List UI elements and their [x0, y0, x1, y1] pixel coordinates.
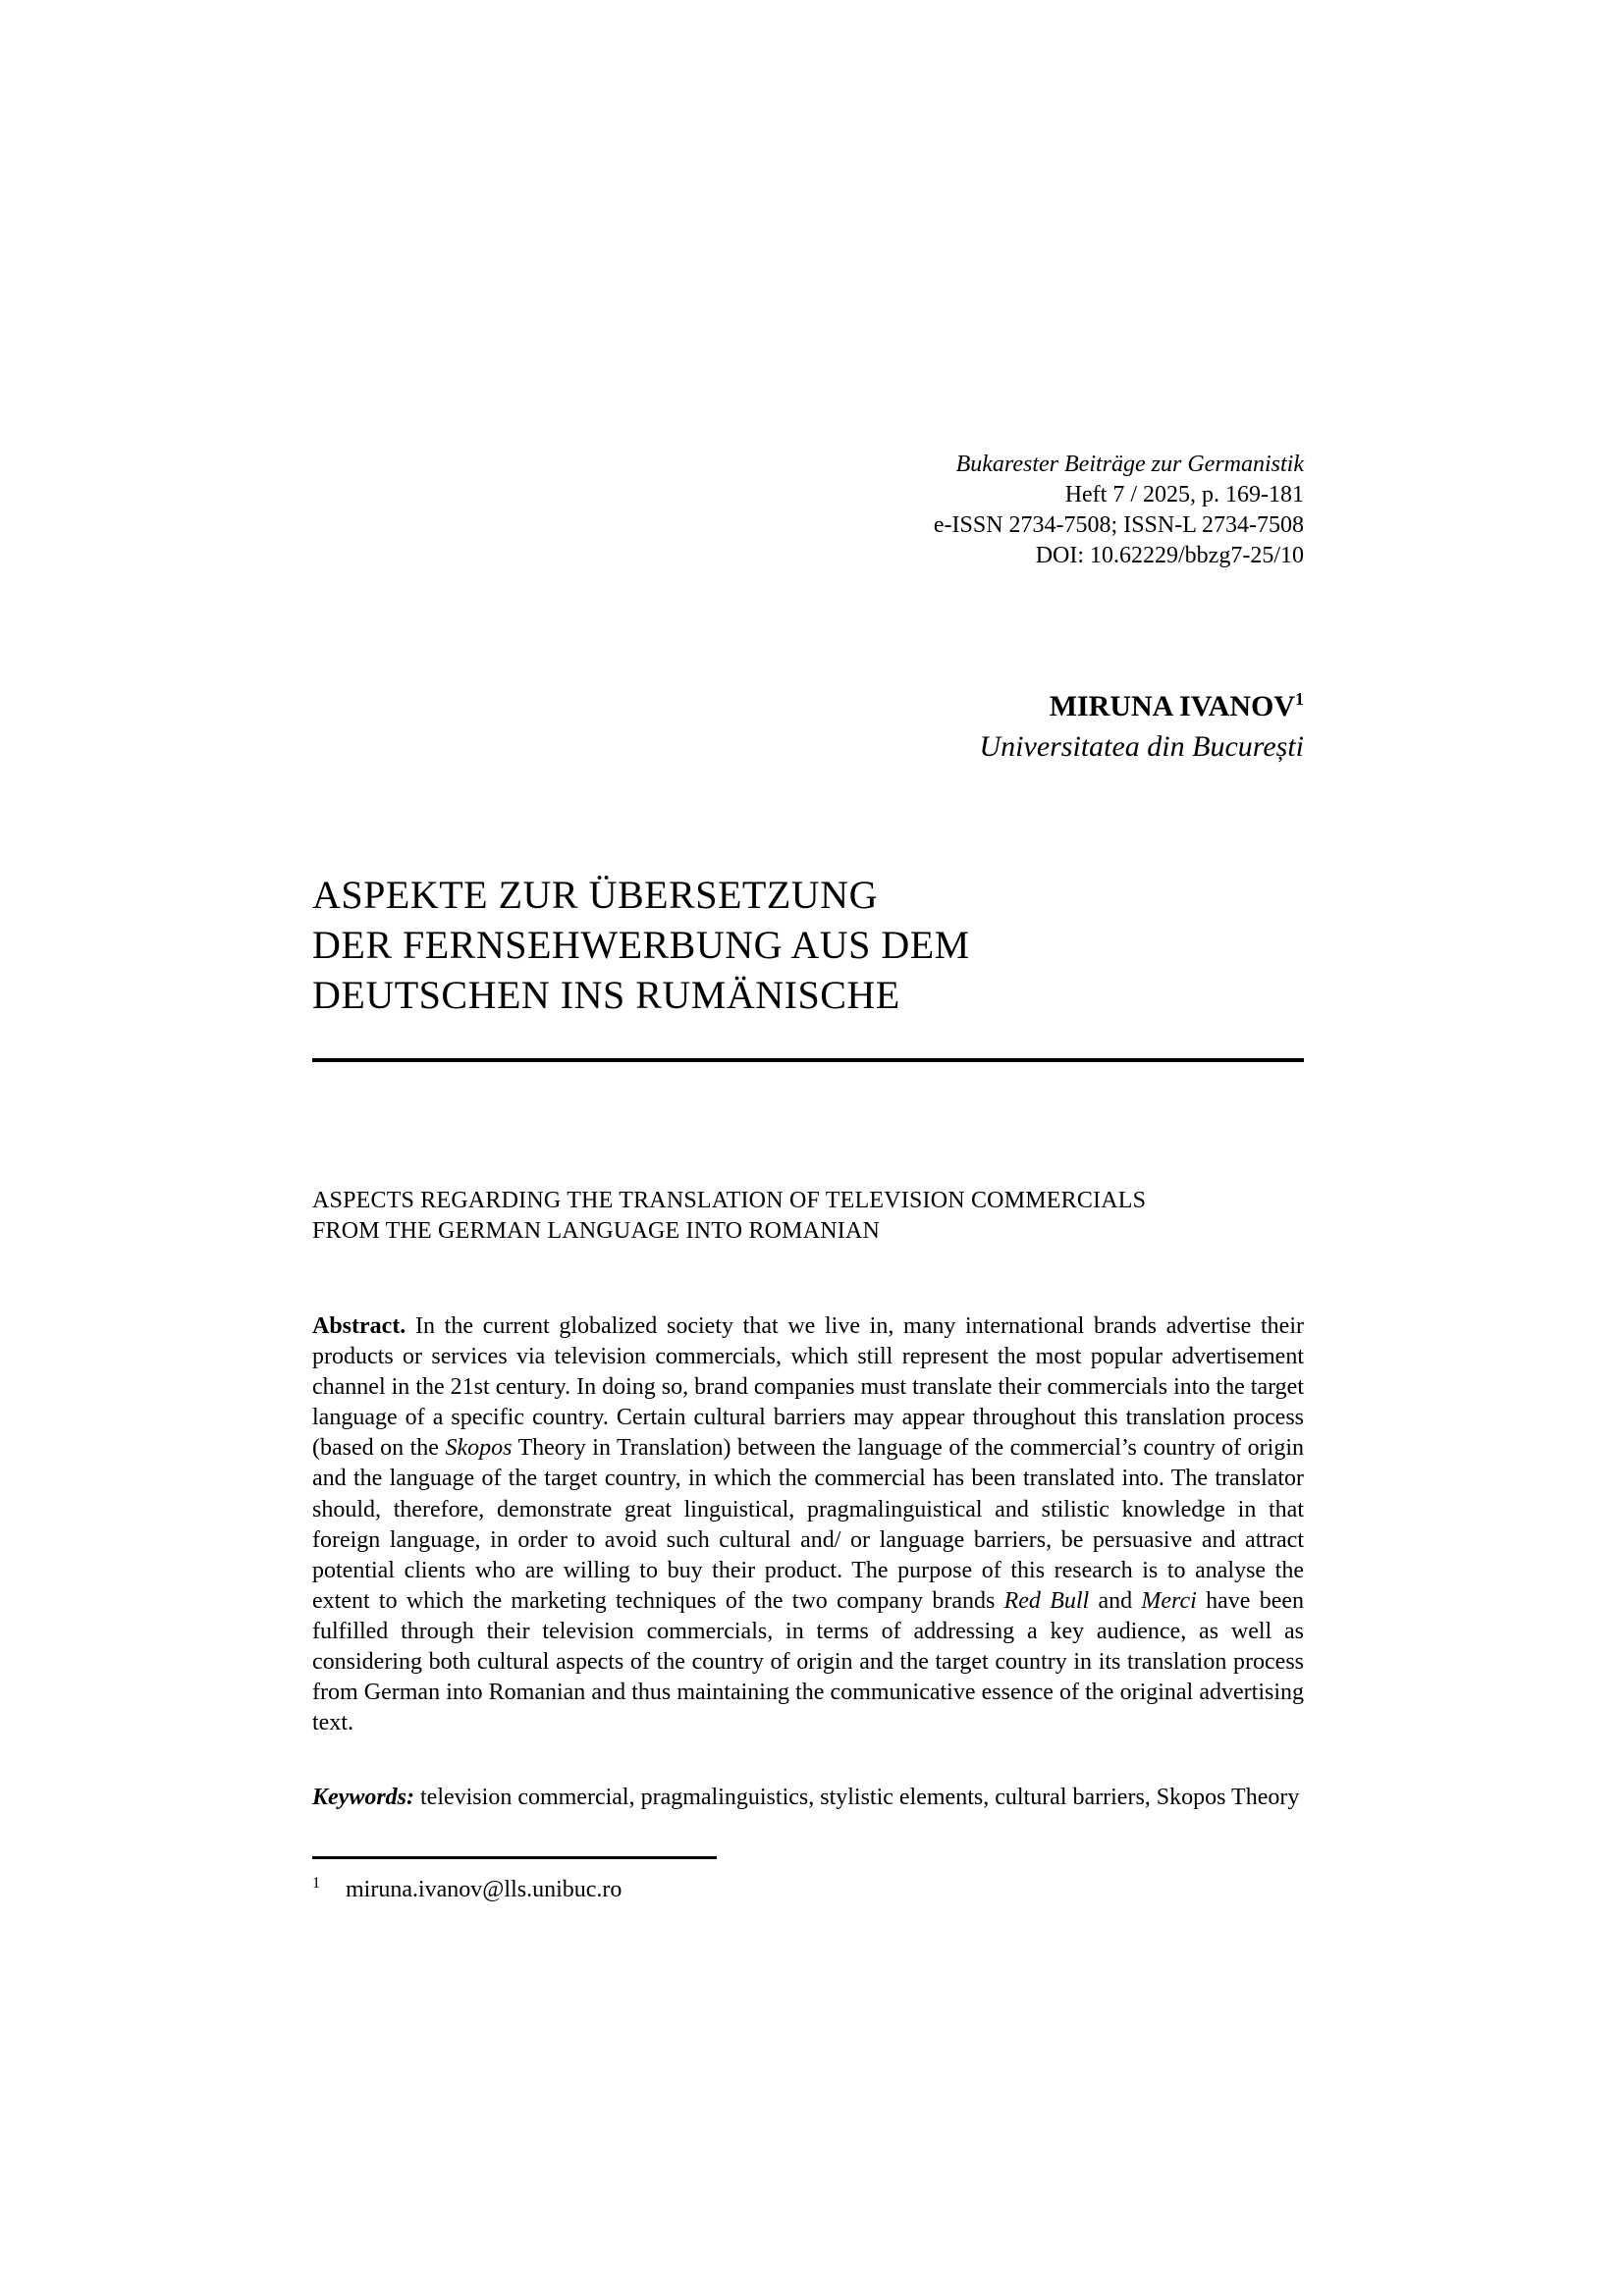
footnote-marker: 1	[312, 1875, 320, 1892]
journal-issue: Heft 7 / 2025, p. 169-181	[1064, 482, 1304, 507]
title-line: DER FERNSEHWERBUNG AUS DEM	[312, 923, 970, 967]
title-line: ASPEKTE ZUR ÜBERSETZUNG	[312, 873, 878, 917]
abstract-paragraph: Abstract. In the current globalized society that we live in, many international brands advertise their products or services via television commercials, which still represent the most popular advertisement channel in the 21st century. In doing so, brand companies must translate their commercials into the target language of a specific country. Certain cultural barriers may appear throughout this translation process (based on the Skopos Theory in Translation) between the language of the commercial’s country of origin and the language of the target country, in which the commercial has been translated into. The translator should, therefore, demonstrate great linguistical, pragmalinguistical and stilistic knowledge in that foreign language, in order to avoid such cultural and/ or language barriers, be persuasive and attract potential clients who are willing to buy their product. The purpose of this research is to analyse the extent to which the marketing techniques of the two company brands Red Bull and Merci have been fulfilled through their television commercials, in terms of addressing a key audience, as well as considering both cultural aspects of the country of origin and the target country in its translation process from German into Romanian and thus maintaining the communicative essence of the original advertising text.	[312, 1313, 1305, 1736]
footnote-email: miruna.ivanov@lls.unibuc.ro	[346, 1877, 622, 1902]
journal-name: Bukarester Beiträge zur Germanistik	[955, 452, 1304, 477]
footnote-divider-rule	[312, 1856, 717, 1859]
article-title-english	[312, 1186, 1304, 1247]
title-line: DEUTSCHEN INS RUMÄNISCHE	[312, 973, 900, 1017]
article-title-german	[312, 870, 1304, 1020]
author-block	[312, 686, 1304, 767]
journal-header	[312, 450, 1304, 571]
author-name-text: MIRUNA IVANOV	[1049, 690, 1295, 722]
keywords-paragraph: Keywords: television commercial, pragmalinguistics, stylistic elements, cultural barriers, Skopos Theory	[312, 1785, 1300, 1810]
author-footnote-ref: 1	[1295, 689, 1304, 709]
footnote	[312, 1875, 1304, 1905]
journal-issn: e-ISSN 2734-7508; ISSN-L 2734-7508	[933, 512, 1304, 538]
title-divider-rule	[312, 1058, 1304, 1062]
subtitle-line: FROM THE GERMAN LANGUAGE INTO ROMANIAN	[312, 1218, 881, 1244]
journal-doi: DOI: 10.62229/bbzg7-25/10	[1035, 543, 1304, 568]
author-name	[312, 686, 1304, 726]
author-affiliation: Universitatea din București	[979, 730, 1304, 763]
subtitle-line: ASPECTS REGARDING THE TRANSLATION OF TELEVISION COMMERCIALS	[312, 1188, 1147, 1213]
